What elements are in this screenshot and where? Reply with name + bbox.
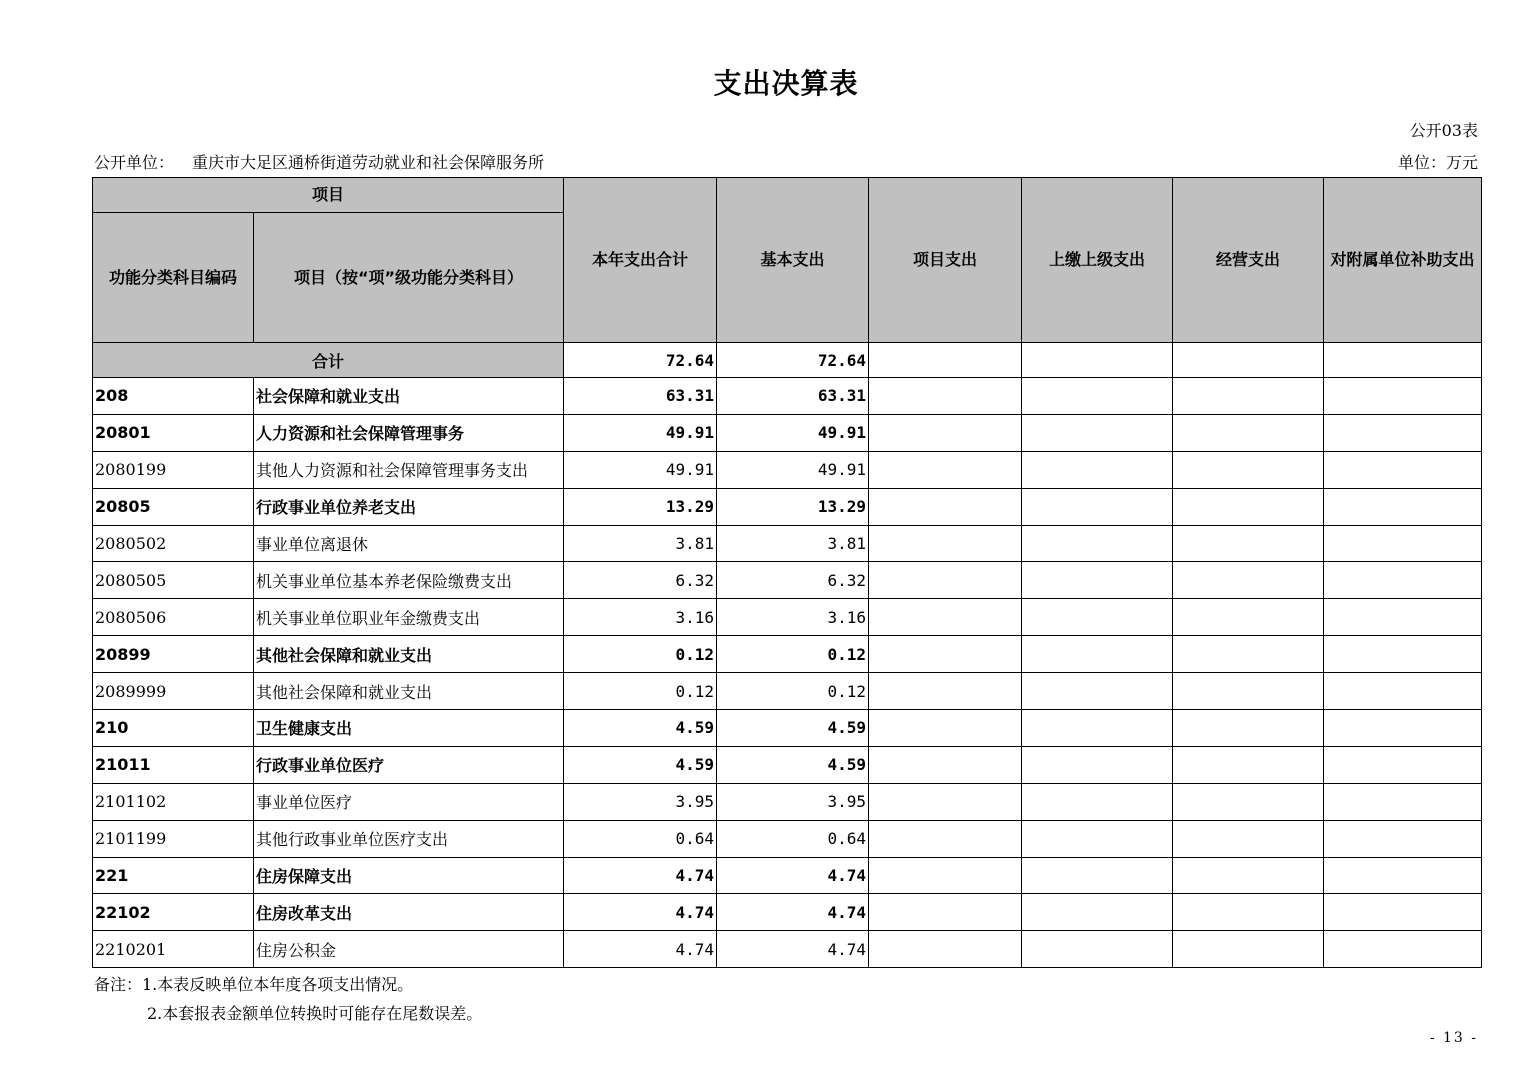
table-row bbox=[93, 783, 1482, 820]
total-basic: 72.64 bbox=[717, 343, 869, 378]
unit-label: 公开单位： bbox=[94, 153, 175, 172]
empty-cell bbox=[1022, 636, 1173, 673]
row-code: 2089999 bbox=[93, 673, 254, 710]
row-code: 22102 bbox=[93, 894, 254, 931]
header-upper-payment: 上缴上级支出 bbox=[1022, 178, 1173, 343]
empty-cell bbox=[1022, 488, 1173, 525]
row-basic: 3.95 bbox=[717, 783, 869, 820]
unit-name: 重庆市大足区通桥街道劳动就业和社会保障服务所 bbox=[192, 153, 545, 172]
header-basic: 基本支出 bbox=[717, 178, 869, 343]
total-amount: 72.64 bbox=[564, 343, 717, 378]
row-basic: 4.59 bbox=[717, 710, 869, 747]
row-code: 20801 bbox=[93, 414, 254, 451]
table-row bbox=[93, 562, 1482, 599]
row-total: 6.32 bbox=[564, 562, 717, 599]
row-basic: 6.32 bbox=[717, 562, 869, 599]
row-basic: 63.31 bbox=[717, 378, 869, 415]
row-basic: 49.91 bbox=[717, 414, 869, 451]
empty-cell bbox=[1324, 488, 1482, 525]
table-row bbox=[93, 525, 1482, 562]
empty-cell bbox=[1173, 378, 1324, 415]
empty-cell bbox=[1324, 857, 1482, 894]
row-code: 2080506 bbox=[93, 599, 254, 636]
table-row bbox=[93, 857, 1482, 894]
empty-cell bbox=[869, 931, 1022, 968]
row-name: 机关事业单位职业年金缴费支出 bbox=[254, 599, 564, 636]
empty-cell bbox=[1324, 894, 1482, 931]
empty-cell bbox=[869, 562, 1022, 599]
row-code: 20805 bbox=[93, 488, 254, 525]
empty-cell bbox=[1324, 820, 1482, 857]
row-total: 4.59 bbox=[564, 746, 717, 783]
row-code: 2101102 bbox=[93, 783, 254, 820]
row-basic: 3.81 bbox=[717, 525, 869, 562]
header-total: 本年支出合计 bbox=[564, 178, 717, 343]
row-total: 0.64 bbox=[564, 820, 717, 857]
row-code: 208 bbox=[93, 378, 254, 415]
empty-cell bbox=[1324, 746, 1482, 783]
empty-cell bbox=[1324, 378, 1482, 415]
empty-cell bbox=[1324, 525, 1482, 562]
row-name: 住房公积金 bbox=[254, 931, 564, 968]
empty-cell bbox=[1173, 783, 1324, 820]
row-name: 其他行政事业单位医疗支出 bbox=[254, 820, 564, 857]
row-total: 4.74 bbox=[564, 857, 717, 894]
unit-line bbox=[94, 150, 544, 173]
empty-cell bbox=[869, 451, 1022, 488]
header-code: 功能分类科目编码 bbox=[93, 213, 254, 343]
row-total: 13.29 bbox=[564, 488, 717, 525]
empty-cell bbox=[869, 636, 1022, 673]
row-basic: 49.91 bbox=[717, 451, 869, 488]
empty-cell bbox=[1173, 488, 1324, 525]
empty-cell bbox=[1324, 636, 1482, 673]
empty-cell bbox=[1022, 820, 1173, 857]
row-total: 0.12 bbox=[564, 636, 717, 673]
empty-cell bbox=[1022, 562, 1173, 599]
row-code: 20899 bbox=[93, 636, 254, 673]
row-name: 行政事业单位养老支出 bbox=[254, 488, 564, 525]
empty-cell bbox=[1173, 746, 1324, 783]
row-basic: 0.12 bbox=[717, 673, 869, 710]
empty-cell bbox=[1173, 414, 1324, 451]
empty-cell bbox=[1022, 414, 1173, 451]
table-row bbox=[93, 599, 1482, 636]
empty-cell bbox=[869, 783, 1022, 820]
table-row bbox=[93, 894, 1482, 931]
header-subsidy: 对附属单位补助支出 bbox=[1324, 178, 1482, 343]
expenditure-table bbox=[92, 177, 1482, 968]
empty-cell bbox=[1173, 599, 1324, 636]
row-basic: 3.16 bbox=[717, 599, 869, 636]
empty-cell bbox=[1022, 894, 1173, 931]
table-row bbox=[93, 636, 1482, 673]
row-total: 3.16 bbox=[564, 599, 717, 636]
empty-cell bbox=[1022, 451, 1173, 488]
table-row bbox=[93, 414, 1482, 451]
empty-cell bbox=[869, 894, 1022, 931]
empty-cell bbox=[1022, 746, 1173, 783]
empty-cell bbox=[1324, 562, 1482, 599]
row-basic: 0.64 bbox=[717, 820, 869, 857]
empty-cell bbox=[869, 820, 1022, 857]
empty-cell bbox=[1173, 525, 1324, 562]
row-basic: 4.59 bbox=[717, 746, 869, 783]
table-row bbox=[93, 488, 1482, 525]
row-basic: 4.74 bbox=[717, 931, 869, 968]
empty-cell bbox=[1022, 525, 1173, 562]
page-title: 支出决算表 bbox=[713, 67, 859, 100]
row-total: 49.91 bbox=[564, 451, 717, 488]
notes bbox=[94, 970, 482, 1028]
empty-cell bbox=[1022, 378, 1173, 415]
page-number: - 13 - bbox=[1429, 1030, 1478, 1046]
row-name: 机关事业单位基本养老保险缴费支出 bbox=[254, 562, 564, 599]
empty-cell bbox=[869, 746, 1022, 783]
currency-unit: 单位：万元 bbox=[1397, 153, 1478, 172]
row-code: 2101199 bbox=[93, 820, 254, 857]
header-business: 经营支出 bbox=[1173, 178, 1324, 343]
empty-cell bbox=[1173, 710, 1324, 747]
row-basic: 4.74 bbox=[717, 894, 869, 931]
empty-cell bbox=[1173, 636, 1324, 673]
row-name: 其他人力资源和社会保障管理事务支出 bbox=[254, 451, 564, 488]
row-name: 事业单位医疗 bbox=[254, 783, 564, 820]
table-row bbox=[93, 820, 1482, 857]
empty-cell bbox=[1022, 783, 1173, 820]
empty-cell bbox=[1022, 710, 1173, 747]
header-project-expenditure: 项目支出 bbox=[869, 178, 1022, 343]
empty-cell bbox=[1324, 710, 1482, 747]
empty-cell bbox=[1324, 673, 1482, 710]
empty-cell bbox=[869, 599, 1022, 636]
row-code: 2080502 bbox=[93, 525, 254, 562]
row-name: 其他社会保障和就业支出 bbox=[254, 673, 564, 710]
total-label: 合计 bbox=[93, 343, 564, 378]
empty-cell bbox=[1324, 414, 1482, 451]
row-code: 2080199 bbox=[93, 451, 254, 488]
empty-cell bbox=[1324, 599, 1482, 636]
empty-cell bbox=[1022, 673, 1173, 710]
note-1: 备注：1.本表反映单位本年度各项支出情况。 bbox=[94, 975, 414, 994]
total-row bbox=[93, 343, 1482, 378]
row-total: 4.74 bbox=[564, 931, 717, 968]
row-name: 事业单位离退休 bbox=[254, 525, 564, 562]
empty-cell bbox=[1022, 931, 1173, 968]
row-name: 住房保障支出 bbox=[254, 857, 564, 894]
table-row bbox=[93, 931, 1482, 968]
form-number: 公开03表 bbox=[1409, 121, 1478, 140]
row-name: 社会保障和就业支出 bbox=[254, 378, 564, 415]
row-total: 63.31 bbox=[564, 378, 717, 415]
empty-cell bbox=[1173, 562, 1324, 599]
empty-cell bbox=[1173, 894, 1324, 931]
empty-cell bbox=[1324, 783, 1482, 820]
row-total: 49.91 bbox=[564, 414, 717, 451]
empty-cell bbox=[1173, 820, 1324, 857]
empty-cell bbox=[869, 378, 1022, 415]
empty-cell bbox=[1173, 857, 1324, 894]
row-name: 人力资源和社会保障管理事务 bbox=[254, 414, 564, 451]
table-row bbox=[93, 378, 1482, 415]
row-code: 2210201 bbox=[93, 931, 254, 968]
row-total: 3.95 bbox=[564, 783, 717, 820]
empty-cell bbox=[869, 857, 1022, 894]
row-basic: 4.74 bbox=[717, 857, 869, 894]
empty-cell bbox=[1324, 931, 1482, 968]
table-row bbox=[93, 451, 1482, 488]
header-project: 项目 bbox=[93, 178, 564, 213]
row-code: 21011 bbox=[93, 746, 254, 783]
empty-cell bbox=[869, 414, 1022, 451]
empty-cell bbox=[1173, 931, 1324, 968]
row-name: 其他社会保障和就业支出 bbox=[254, 636, 564, 673]
row-total: 3.81 bbox=[564, 525, 717, 562]
row-name: 住房改革支出 bbox=[254, 894, 564, 931]
table-row bbox=[93, 746, 1482, 783]
row-name: 卫生健康支出 bbox=[254, 710, 564, 747]
empty-cell bbox=[869, 525, 1022, 562]
empty-cell bbox=[1324, 451, 1482, 488]
empty-cell bbox=[1173, 451, 1324, 488]
empty-cell bbox=[869, 710, 1022, 747]
row-code: 210 bbox=[93, 710, 254, 747]
empty-cell bbox=[1022, 857, 1173, 894]
empty-cell bbox=[869, 488, 1022, 525]
header-item: 项目（按“项”级功能分类科目） bbox=[254, 213, 564, 343]
empty-cell bbox=[869, 673, 1022, 710]
row-basic: 0.12 bbox=[717, 636, 869, 673]
row-code: 221 bbox=[93, 857, 254, 894]
empty-cell bbox=[1173, 673, 1324, 710]
empty-cell bbox=[1022, 599, 1173, 636]
table-row bbox=[93, 710, 1482, 747]
row-name: 行政事业单位医疗 bbox=[254, 746, 564, 783]
row-total: 0.12 bbox=[564, 673, 717, 710]
note-2: 2.本套报表金额单位转换时可能存在尾数误差。 bbox=[147, 1004, 483, 1023]
table-row bbox=[93, 673, 1482, 710]
row-code: 2080505 bbox=[93, 562, 254, 599]
row-total: 4.74 bbox=[564, 894, 717, 931]
row-basic: 13.29 bbox=[717, 488, 869, 525]
row-total: 4.59 bbox=[564, 710, 717, 747]
